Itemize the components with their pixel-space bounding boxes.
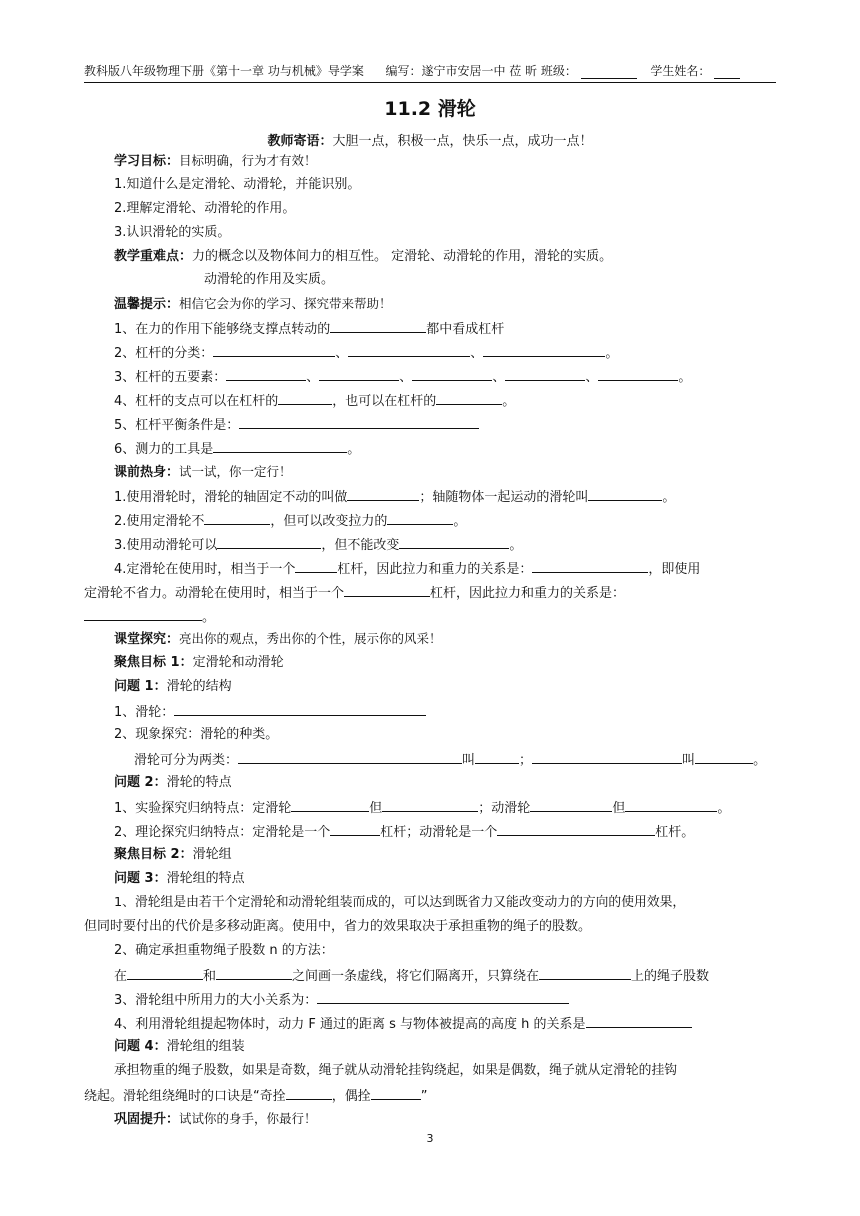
answer-blank[interactable]	[588, 487, 662, 501]
answer-blank[interactable]	[174, 702, 426, 716]
problem-4-text-line1: 承担物重的绳子股数，如果是奇数，绳子就从动滑轮挂钩绕起，如果是偶数，绳子就从定滑轮的挂钩	[114, 1063, 678, 1078]
problem-label: 问题 2：	[114, 775, 167, 790]
focus-1-heading	[114, 654, 284, 672]
problem-text: 滑轮的特点	[166, 775, 232, 790]
explore-heading	[114, 630, 442, 649]
question-text: 定滑轮不省力。动滑轮在使用时，相当于一个	[84, 586, 345, 601]
problem-3-q1-line2: 但同时要付出的代价是多移动距离。使用中，省力的效果取决于承担重物的绳子的股数。	[84, 919, 592, 934]
question-text: ，偶拴	[331, 1089, 371, 1104]
answer-blank[interactable]	[330, 822, 380, 836]
question-text: 但	[369, 801, 383, 816]
question-text: 1、滑轮：	[114, 705, 175, 720]
question-text: 但	[612, 801, 626, 816]
period: 。	[753, 753, 767, 768]
warmup-heading	[114, 463, 292, 482]
warmup-q4-line2	[84, 583, 625, 603]
teacher-motto	[0, 130, 860, 149]
key-points-line2: 动滑轮的作用及实质。	[204, 272, 335, 287]
period: 。	[678, 370, 692, 385]
goals-heading	[114, 152, 317, 171]
question-text: 杠杆，因此拉力和重力的关系是：	[430, 586, 626, 601]
warmup-q4-line1	[114, 559, 700, 579]
answer-blank[interactable]	[412, 367, 492, 381]
answer-blank[interactable]	[371, 1086, 421, 1100]
motto-text: 大胆一点，积极一点，快乐一点，成功一点！	[332, 134, 593, 149]
problem-label: 问题 4：	[114, 1039, 167, 1054]
separator: 、	[306, 370, 320, 385]
answer-blank[interactable]	[84, 607, 202, 621]
answer-blank[interactable]	[217, 535, 321, 549]
problem-label: 问题 1：	[114, 679, 167, 694]
answer-blank[interactable]	[530, 798, 612, 812]
question-text: ；轴随物体一起运动的滑轮叫	[419, 490, 589, 505]
question-text: ”	[420, 1089, 428, 1104]
answer-blank[interactable]	[286, 1086, 332, 1100]
answer-blank[interactable]	[278, 391, 332, 405]
header-book: 教科版八年级物理下册《第十一章 功与机械》导学案	[84, 64, 364, 78]
problem-1-heading	[114, 678, 232, 696]
warmup-text: 试一试，你一定行！	[179, 464, 292, 479]
explore-text: 亮出你的观点，秀出你的个性，展示你的风采！	[179, 631, 442, 646]
answer-blank[interactable]	[532, 559, 648, 573]
question-text: 滑轮可分为两类：	[134, 753, 239, 768]
problem-3-q2: 2、确定承担重物绳子股数 n 的方法：	[114, 943, 334, 958]
question-text: ，但可以改变拉力的	[270, 514, 388, 529]
warmup-q1	[114, 487, 675, 507]
problem-2-heading	[114, 774, 232, 792]
answer-blank[interactable]	[291, 798, 369, 812]
tips-q1	[114, 319, 504, 339]
consolidate-text: 试试你的身手，你最行！	[179, 1111, 317, 1126]
tips-heading	[114, 295, 392, 314]
warmup-q2	[114, 511, 466, 531]
tips-q5	[114, 415, 479, 435]
problem-4-heading	[114, 1038, 245, 1056]
separator: 、	[399, 370, 413, 385]
question-text: 6、测力的工具是	[114, 442, 214, 457]
problem-1-q1	[114, 702, 426, 722]
answer-blank[interactable]	[695, 750, 753, 764]
answer-blank[interactable]	[348, 343, 470, 357]
key-points	[114, 248, 612, 266]
problem-2-q1	[114, 798, 730, 818]
question-text: ；动滑轮	[478, 801, 531, 816]
question-text: 都中看成杠杆	[426, 322, 505, 337]
question-text: 叫	[462, 753, 476, 768]
separator: 、	[492, 370, 506, 385]
problem-3-q4	[114, 1014, 692, 1034]
answer-blank[interactable]	[598, 367, 678, 381]
separator: 、	[585, 370, 599, 385]
answer-blank[interactable]	[344, 583, 430, 597]
problem-4-text-line2	[84, 1086, 428, 1106]
period: 。	[347, 442, 361, 457]
answer-blank[interactable]	[216, 966, 292, 980]
question-text: 在	[114, 969, 128, 984]
question-text: 杠杆，因此拉力和重力的关系是：	[337, 562, 533, 577]
question-text: 2.使用定滑轮不	[114, 514, 205, 529]
answer-blank[interactable]	[382, 798, 478, 812]
tips-q3	[114, 367, 691, 387]
question-text: 3.使用动滑轮可以	[114, 538, 218, 553]
question-text: ，即使用	[648, 562, 701, 577]
answer-blank[interactable]	[213, 439, 347, 453]
question-text: 3、滑轮组中所用力的大小关系为：	[114, 993, 318, 1008]
key-points-label: 教学重难点：	[114, 249, 193, 264]
header-editor: 编写：遂宁市安居一中 莅 昕 班级：	[385, 64, 577, 78]
question-text: 4、利用滑轮组提起物体时，动力 F 通过的距离 s 与物体被提高的高度 h 的关系是	[114, 1017, 586, 1032]
page-title: 11.2 滑轮	[384, 98, 476, 120]
problem-label: 问题 3：	[114, 871, 167, 886]
question-text: 杠杆；动滑轮是一个	[380, 825, 498, 840]
period: 。	[717, 801, 731, 816]
answer-blank[interactable]	[204, 511, 270, 525]
answer-blank[interactable]	[399, 535, 509, 549]
period: 。	[509, 538, 523, 553]
goal-item: 1.知道什么是定滑轮、动滑轮，并能识别。	[114, 177, 361, 192]
explore-label: 课堂探究：	[114, 632, 180, 647]
answer-blank[interactable]	[387, 511, 453, 525]
focus-label: 聚焦目标 2：	[114, 847, 193, 862]
problem-text: 滑轮组的特点	[166, 871, 245, 886]
tips-q2	[114, 343, 618, 363]
problem-1-q3	[134, 750, 766, 770]
question-text: 绕起。滑轮组绕绳时的口诀是“奇拴	[84, 1089, 286, 1104]
period: 。	[453, 514, 467, 529]
answer-blank[interactable]	[295, 559, 337, 573]
answer-blank[interactable]	[347, 487, 419, 501]
consolidate-heading	[114, 1110, 317, 1129]
goals-label: 学习目标：	[114, 154, 180, 169]
problem-1-q2: 2、现象探究：滑轮的种类。	[114, 727, 279, 742]
problem-3-heading	[114, 870, 245, 888]
answer-blank[interactable]	[483, 343, 605, 357]
problem-3-q1-line1: 1、滑轮组是由若干个定滑轮和动滑轮组装而成的，可以达到既省力又能改变动力的方向的使用效果，	[114, 895, 686, 910]
answer-blank[interactable]	[625, 798, 717, 812]
focus-2-heading	[114, 846, 232, 864]
warmup-q4-line3	[84, 607, 215, 627]
tips-q6	[114, 439, 360, 459]
goals-text: 目标明确，行为才有效！	[179, 153, 317, 168]
focus-text: 定滑轮和动滑轮	[192, 655, 284, 670]
page-header	[84, 62, 776, 83]
question-text: 叫	[682, 753, 696, 768]
tips-q4	[114, 391, 515, 411]
problem-3-q2-method	[114, 966, 709, 986]
question-text: 1、在力的作用下能够绕支撑点转动的	[114, 322, 331, 337]
question-text: 和	[203, 969, 217, 984]
question-text: 2、理论探究归纳特点：定滑轮是一个	[114, 825, 331, 840]
answer-blank[interactable]	[436, 391, 502, 405]
page-number: 3	[426, 1132, 434, 1145]
consolidate-label: 巩固提升：	[114, 1112, 180, 1127]
tips-label: 温馨提示：	[114, 297, 180, 312]
answer-blank[interactable]	[317, 990, 569, 1004]
class-blank[interactable]	[581, 66, 637, 79]
separator: ；	[519, 753, 533, 768]
header-student: 学生姓名：	[650, 64, 711, 78]
goal-item: 2.理解定滑轮、动滑轮的作用。	[114, 201, 296, 216]
answer-blank[interactable]	[226, 367, 306, 381]
student-name-blank[interactable]	[714, 66, 740, 79]
answer-blank[interactable]	[330, 319, 426, 333]
question-text: 2、杠杆的分类：	[114, 346, 214, 361]
period: 。	[605, 346, 619, 361]
tips-text: 相信它会为你的学习、探究带来帮助！	[179, 296, 392, 311]
problem-2-q2	[114, 822, 694, 842]
period: 。	[662, 490, 676, 505]
separator: 、	[335, 346, 349, 361]
answer-blank[interactable]	[475, 750, 519, 764]
answer-blank[interactable]	[497, 822, 655, 836]
question-text: ，也可以在杠杆的	[332, 394, 437, 409]
warmup-label: 课前热身：	[114, 465, 180, 480]
answer-blank[interactable]	[239, 415, 479, 429]
answer-blank[interactable]	[319, 367, 399, 381]
warmup-q3	[114, 535, 522, 555]
answer-blank[interactable]	[586, 1014, 692, 1028]
focus-label: 聚焦目标 1：	[114, 655, 193, 670]
answer-blank[interactable]	[532, 750, 682, 764]
question-text: 上的绳子股数	[631, 969, 710, 984]
period: 。	[502, 394, 516, 409]
question-text: ，但不能改变	[321, 538, 400, 553]
focus-text: 滑轮组	[192, 847, 232, 862]
motto-label: 教师寄语：	[267, 134, 333, 149]
question-text: 4、杠杆的支点可以在杠杆的	[114, 394, 279, 409]
key-points-line1: 力的概念以及物体间力的相互性。 定滑轮、动滑轮的作用，滑轮的实质。	[192, 249, 613, 264]
period: 。	[202, 610, 216, 625]
question-text: 1.使用滑轮时，滑轮的轴固定不动的叫做	[114, 490, 348, 505]
answer-blank[interactable]	[505, 367, 585, 381]
question-text: 3、杠杆的五要素：	[114, 370, 227, 385]
answer-blank[interactable]	[213, 343, 335, 357]
question-text: 4.定滑轮在使用时，相当于一个	[114, 562, 296, 577]
answer-blank[interactable]	[539, 966, 631, 980]
answer-blank[interactable]	[127, 966, 203, 980]
goal-item: 3.认识滑轮的实质。	[114, 225, 231, 240]
problem-text: 滑轮的结构	[166, 679, 232, 694]
question-text: 1、实验探究归纳特点：定滑轮	[114, 801, 292, 816]
question-text: 5、杠杆平衡条件是：	[114, 418, 240, 433]
question-text: 杠杆。	[655, 825, 695, 840]
separator: 、	[470, 346, 484, 361]
answer-blank[interactable]	[238, 750, 462, 764]
problem-3-q3	[114, 990, 569, 1010]
question-text: 之间画一条虚线，将它们隔离开，只算绕在	[292, 969, 540, 984]
problem-text: 滑轮组的组装	[166, 1039, 245, 1054]
